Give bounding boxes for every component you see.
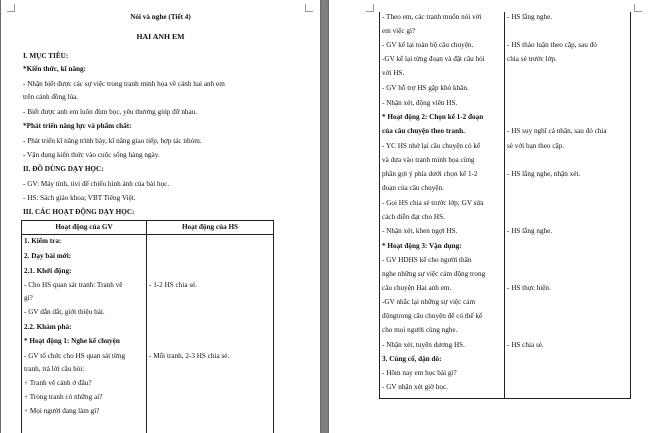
teacher-activity-line: - GV tổ chức cho HS quan sát từng [24,352,126,360]
teacher-activity-line: - GV hỗ trợ HS gặp khó khăn. [382,84,469,92]
activity-heading: * Hoạt động 2: Chọn kể 1-2 đoạn [382,113,484,121]
knowledge-skills-heading: *Kiến thức, kĩ năng: [23,65,87,73]
student-activity-line: sẻ với bạn theo cặp. [507,142,565,150]
teacher-activity-line: tranh, trả lời câu hỏi: [24,365,85,373]
teacher-activity-line: gì? [24,294,33,302]
teacher-question-line: + Tranh vẽ cảnh ở đâu? [24,379,92,387]
table-row-heading: 2.2. Khám phá: [24,323,72,331]
activity-heading: * Hoạt động 3: Vận dụng: [382,242,462,250]
student-activity-line: - HS lắng nghe, nhận xét. [507,170,581,178]
section-objectives-heading: I. MỤC TIÊU: [23,52,69,60]
objective-line: trên cánh đồng lúa. [23,93,79,101]
section-materials-heading: II. ĐỒ DÙNG DẠY HỌC: [23,165,104,173]
teacher-question-line: + Trong tranh có những ai? [24,393,103,401]
student-activity-line: - HS lắng nghe. [507,13,553,21]
teacher-activity-line: với HS. [382,69,405,77]
teacher-activity-line: - Gọi HS chia sẻ trước lớp; GV sửa [382,199,484,207]
competency-line: - Vận dụng kiến thức vào cuộc sống hàng ngày. [23,151,160,159]
teacher-activity-line: độngtrong câu chuyện để có thể kể [382,312,483,320]
student-activity-line: - HS thực hiện. [507,284,551,292]
table-header-border [21,234,274,235]
table-column-divider [146,220,147,433]
teacher-activity-line: -GV nhắc lại những sự việc cảm [382,298,476,306]
margin-mark-top-right [305,4,313,12]
teacher-activity-line: và dựa vào tranh minh họa cùng [382,156,475,164]
teacher-activity-line: - Theo em, các tranh muốn nói với [382,13,482,21]
activity-heading: * Hoạt động 1: Nghe kể chuyện [24,337,120,345]
teacher-activity-line: nghe những sự việc cảm động trong [382,270,486,278]
teacher-activity-line: - Nhận xét, tuyên dương HS. [382,341,465,349]
column-header-teacher: Hoạt động của GV [55,223,113,231]
document-page-2 [329,0,650,433]
teacher-activity-line: - GV kể lại toàn bộ câu chuyện. [382,41,474,49]
teacher-activity-line: - GV dẫn dắt, giới thiệu bài. [24,308,105,316]
teacher-activity-line: - Cho HS quan sát tranh: Tranh vẽ [24,281,123,289]
competencies-heading: *Phát triển năng lực và phẩm chất: [23,122,132,130]
teacher-activity-line: - GV nhận xét giờ học. [382,383,448,391]
margin-mark-top-left [366,4,374,12]
activity-heading: của câu chuyện theo tranh. [382,127,465,135]
teacher-activity-line: đoạn của câu chuyện. [382,184,444,192]
student-activity-line: - HS lắng nghe. [507,227,553,235]
table-right-border [630,12,631,399]
teacher-question-line: + Mọi người đang làm gì? [24,407,100,415]
student-activity-line: - HS chia sẻ. [507,341,544,349]
teacher-activity-line: câu chuyện Hai anh em. [382,284,452,292]
teacher-activity-line: cách diễn đạt cho HS. [382,213,445,221]
table-right-border [273,220,274,433]
table-row-heading: 2. Dạy bài mới: [24,252,72,260]
table-row-heading: 1. Kiểm tra: [24,237,62,245]
table-top-border [21,220,274,221]
teacher-activity-line: - Hôm nay em học bài gì? [382,369,457,377]
margin-mark-top-left [7,4,15,12]
teacher-activity-line: - GV HDHS kể cho người thân [382,256,472,264]
teacher-activity-line: - Nhận xét, khen ngợi HS. [382,227,458,235]
column-header-students: Hoạt động của HS [181,223,239,231]
objective-line: - Nhận biết được các sự việc trong tranh minh họa về cảnh hai anh em [23,80,225,88]
teacher-activity-line: em việc gì? [382,27,416,35]
student-activity-line: - HS thảo luận theo cặp, sau đó [507,41,597,49]
student-activity-line: chia sẻ trước lớp. [507,55,557,63]
document-page-1 [1,0,320,433]
table-column-divider [504,12,505,399]
materials-line: - HS: Sách giáo khoa; VBT Tiếng Việt. [23,194,136,202]
teacher-activity-line: - Nhận xét, động viên HS. [382,99,458,107]
margin-mark-top-right [634,4,642,12]
materials-line: - GV: Máy tính, tivi để chiếu hình ảnh của bài học. [23,180,170,188]
teacher-activity-line: - YC HS nhớ lại câu chuyện có kể [382,142,481,150]
student-activity-line: - Mỗi tranh, 2-3 HS chia sẻ. [149,352,230,360]
section-activities-heading: III. CÁC HOẠT ĐỘNG DẠY HỌC: [23,208,135,216]
table-row-heading: 2.1. Khởi động: [24,267,72,275]
student-activity-line: - 1-2 HS chia sẻ. [149,281,198,289]
objective-line: - Biết được anh em luôn đùm bọc, yêu thương giúp đỡ nhau. [23,108,198,116]
table-bottom-border [379,398,631,399]
teacher-activity-line: -GV kể lại từng đoạn và đặt câu hỏi [382,55,485,63]
competency-line: - Phát triển kĩ năng trình bày, kĩ năng giao tiếp, hợp tác nhóm. [23,137,202,145]
lesson-header: Nói và nghe (Tiết 4) [130,13,191,21]
table-row-heading: 3. Củng cố, dặn dò: [382,355,442,363]
teacher-activity-line: cho mọi người cùng nghe. [382,326,458,334]
lesson-title: HAI ANH EM [136,32,185,41]
table-left-border [21,220,22,433]
table-left-border [379,12,380,399]
student-activity-line: - HS suy nghĩ cá nhân, sau đó chia [507,127,607,135]
teacher-activity-line: phần gợi ý phía dưới chọn kể 1-2 [382,170,478,178]
